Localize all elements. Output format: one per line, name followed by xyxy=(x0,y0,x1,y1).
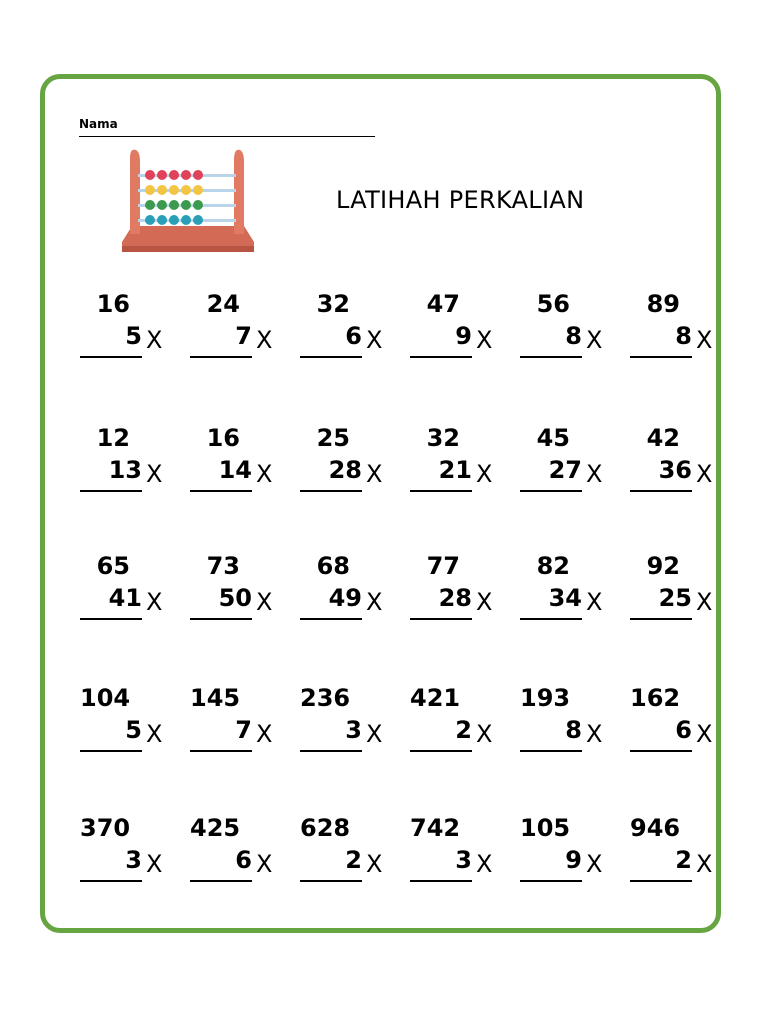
multiply-sign: X xyxy=(366,326,383,354)
multiply-sign: X xyxy=(256,720,273,748)
multiplication-problem xyxy=(520,424,630,514)
multiplier: 34 xyxy=(548,584,582,612)
multiplicand: 162 xyxy=(630,684,681,712)
multiplicand: 12 xyxy=(96,424,130,452)
multiplication-problem xyxy=(300,424,410,514)
multiply-sign: X xyxy=(696,588,713,616)
worksheet-title: LATIHAH PERKALIAN xyxy=(336,186,585,214)
multiply-sign: X xyxy=(476,326,493,354)
multiplicand: 47 xyxy=(426,290,460,318)
multiplier: 13 xyxy=(108,456,142,484)
answer-line[interactable] xyxy=(80,618,142,620)
multiplication-problem xyxy=(520,552,630,642)
multiplier: 8 xyxy=(565,716,582,744)
answer-line[interactable] xyxy=(410,490,472,492)
multiplicand: 742 xyxy=(410,814,461,842)
answer-line[interactable] xyxy=(630,618,692,620)
multiplication-problem xyxy=(190,684,300,774)
multiplication-problem xyxy=(300,684,410,774)
answer-line[interactable] xyxy=(80,750,142,752)
multiplier: 49 xyxy=(328,584,362,612)
multiplier: 2 xyxy=(455,716,472,744)
multiplication-problem xyxy=(410,552,520,642)
multiplication-problem xyxy=(300,814,410,904)
multiplier: 5 xyxy=(125,322,142,350)
multiplier: 3 xyxy=(125,846,142,874)
answer-line[interactable] xyxy=(300,880,362,882)
answer-line[interactable] xyxy=(630,490,692,492)
multiplication-problem xyxy=(520,814,630,904)
answer-line[interactable] xyxy=(300,490,362,492)
multiplication-problem xyxy=(630,290,740,380)
multiplicand: 24 xyxy=(206,290,240,318)
multiplicand: 421 xyxy=(410,684,461,712)
multiply-sign: X xyxy=(586,850,603,878)
multiplication-problem xyxy=(630,552,740,642)
multiplier: 50 xyxy=(218,584,252,612)
multiplier: 14 xyxy=(218,456,252,484)
answer-line[interactable] xyxy=(520,750,582,752)
multiplicand: 25 xyxy=(316,424,350,452)
multiplicand: 68 xyxy=(316,552,350,580)
multiplication-problem xyxy=(80,424,190,514)
multiplicand: 77 xyxy=(426,552,460,580)
multiplication-problem xyxy=(80,814,190,904)
multiplier: 3 xyxy=(455,846,472,874)
multiplicand: 56 xyxy=(536,290,570,318)
name-label: Nama xyxy=(79,117,118,131)
multiplier: 6 xyxy=(235,846,252,874)
multiply-sign: X xyxy=(256,850,273,878)
multiply-sign: X xyxy=(366,460,383,488)
multiplier: 5 xyxy=(125,716,142,744)
multiplier: 2 xyxy=(675,846,692,874)
answer-line[interactable] xyxy=(410,750,472,752)
multiply-sign: X xyxy=(256,326,273,354)
multiply-sign: X xyxy=(476,588,493,616)
multiplication-problem xyxy=(80,684,190,774)
multiplicand: 425 xyxy=(190,814,241,842)
abacus-icon xyxy=(118,146,258,262)
multiplication-problem xyxy=(190,552,300,642)
multiplication-problem xyxy=(410,684,520,774)
multiplicand: 16 xyxy=(96,290,130,318)
multiplier: 21 xyxy=(438,456,472,484)
multiplicand: 42 xyxy=(646,424,680,452)
multiplication-problem xyxy=(410,814,520,904)
multiply-sign: X xyxy=(366,850,383,878)
multiplication-problem xyxy=(410,290,520,380)
multiplicand: 73 xyxy=(206,552,240,580)
multiplier: 36 xyxy=(658,456,692,484)
multiplication-problem xyxy=(190,814,300,904)
multiply-sign: X xyxy=(696,720,713,748)
multiplication-problem xyxy=(520,290,630,380)
multiply-sign: X xyxy=(476,850,493,878)
multiplier: 7 xyxy=(235,716,252,744)
multiplier: 6 xyxy=(345,322,362,350)
answer-line[interactable] xyxy=(190,750,252,752)
multiplicand: 105 xyxy=(520,814,571,842)
multiply-sign: X xyxy=(586,720,603,748)
multiplicand: 92 xyxy=(646,552,680,580)
multiply-sign: X xyxy=(696,460,713,488)
multiplicand: 32 xyxy=(316,290,350,318)
answer-line[interactable] xyxy=(410,880,472,882)
multiply-sign: X xyxy=(586,326,603,354)
multiplication-problem xyxy=(80,552,190,642)
answer-line[interactable] xyxy=(520,356,582,358)
multiplicand: 370 xyxy=(80,814,131,842)
multiplier: 25 xyxy=(658,584,692,612)
multiplier: 8 xyxy=(565,322,582,350)
multiplicand: 45 xyxy=(536,424,570,452)
multiplier: 2 xyxy=(345,846,362,874)
answer-line[interactable] xyxy=(190,490,252,492)
multiply-sign: X xyxy=(366,720,383,748)
multiply-sign: X xyxy=(146,588,163,616)
answer-line[interactable] xyxy=(630,356,692,358)
multiply-sign: X xyxy=(146,460,163,488)
multiplier: 7 xyxy=(235,322,252,350)
multiplicand: 82 xyxy=(536,552,570,580)
multiply-sign: X xyxy=(476,720,493,748)
multiply-sign: X xyxy=(696,850,713,878)
multiplication-problem xyxy=(630,424,740,514)
multiplicand: 145 xyxy=(190,684,241,712)
multiplicand: 104 xyxy=(80,684,131,712)
answer-line[interactable] xyxy=(80,490,142,492)
multiply-sign: X xyxy=(146,326,163,354)
multiplicand: 236 xyxy=(300,684,351,712)
multiplier: 9 xyxy=(565,846,582,874)
multiply-sign: X xyxy=(366,588,383,616)
multiplicand: 16 xyxy=(206,424,240,452)
multiplier: 9 xyxy=(455,322,472,350)
multiplier: 41 xyxy=(108,584,142,612)
multiplicand: 89 xyxy=(646,290,680,318)
multiplier: 28 xyxy=(328,456,362,484)
multiplicand: 32 xyxy=(426,424,460,452)
answer-line[interactable] xyxy=(300,356,362,358)
multiply-sign: X xyxy=(256,460,273,488)
multiplication-problem xyxy=(80,290,190,380)
answer-line[interactable] xyxy=(190,880,252,882)
multiplication-problem xyxy=(630,814,740,904)
multiplicand: 193 xyxy=(520,684,571,712)
multiplier: 6 xyxy=(675,716,692,744)
multiply-sign: X xyxy=(586,588,603,616)
multiplication-problem xyxy=(300,290,410,380)
multiplication-problem xyxy=(190,290,300,380)
answer-line[interactable] xyxy=(630,880,692,882)
multiply-sign: X xyxy=(146,850,163,878)
multiply-sign: X xyxy=(696,326,713,354)
multiply-sign: X xyxy=(256,588,273,616)
answer-line[interactable] xyxy=(300,750,362,752)
multiplication-problem xyxy=(410,424,520,514)
multiply-sign: X xyxy=(586,460,603,488)
answer-line[interactable] xyxy=(190,618,252,620)
answer-line[interactable] xyxy=(410,618,472,620)
answer-line[interactable] xyxy=(300,618,362,620)
multiplicand: 946 xyxy=(630,814,681,842)
answer-line[interactable] xyxy=(80,356,142,358)
answer-line[interactable] xyxy=(520,490,582,492)
multiplicand: 628 xyxy=(300,814,351,842)
multiplication-problem xyxy=(630,684,740,774)
multiplier: 28 xyxy=(438,584,472,612)
multiplication-problem xyxy=(300,552,410,642)
multiplication-problem xyxy=(520,684,630,774)
answer-line[interactable] xyxy=(190,356,252,358)
multiplier: 27 xyxy=(548,456,582,484)
answer-line[interactable] xyxy=(410,356,472,358)
multiplier: 3 xyxy=(345,716,362,744)
multiply-sign: X xyxy=(146,720,163,748)
name-field-line[interactable] xyxy=(79,136,375,137)
answer-line[interactable] xyxy=(630,750,692,752)
answer-line[interactable] xyxy=(80,880,142,882)
answer-line[interactable] xyxy=(520,880,582,882)
multiplicand: 65 xyxy=(96,552,130,580)
answer-line[interactable] xyxy=(520,618,582,620)
multiplication-problem xyxy=(190,424,300,514)
multiply-sign: X xyxy=(476,460,493,488)
multiplier: 8 xyxy=(675,322,692,350)
